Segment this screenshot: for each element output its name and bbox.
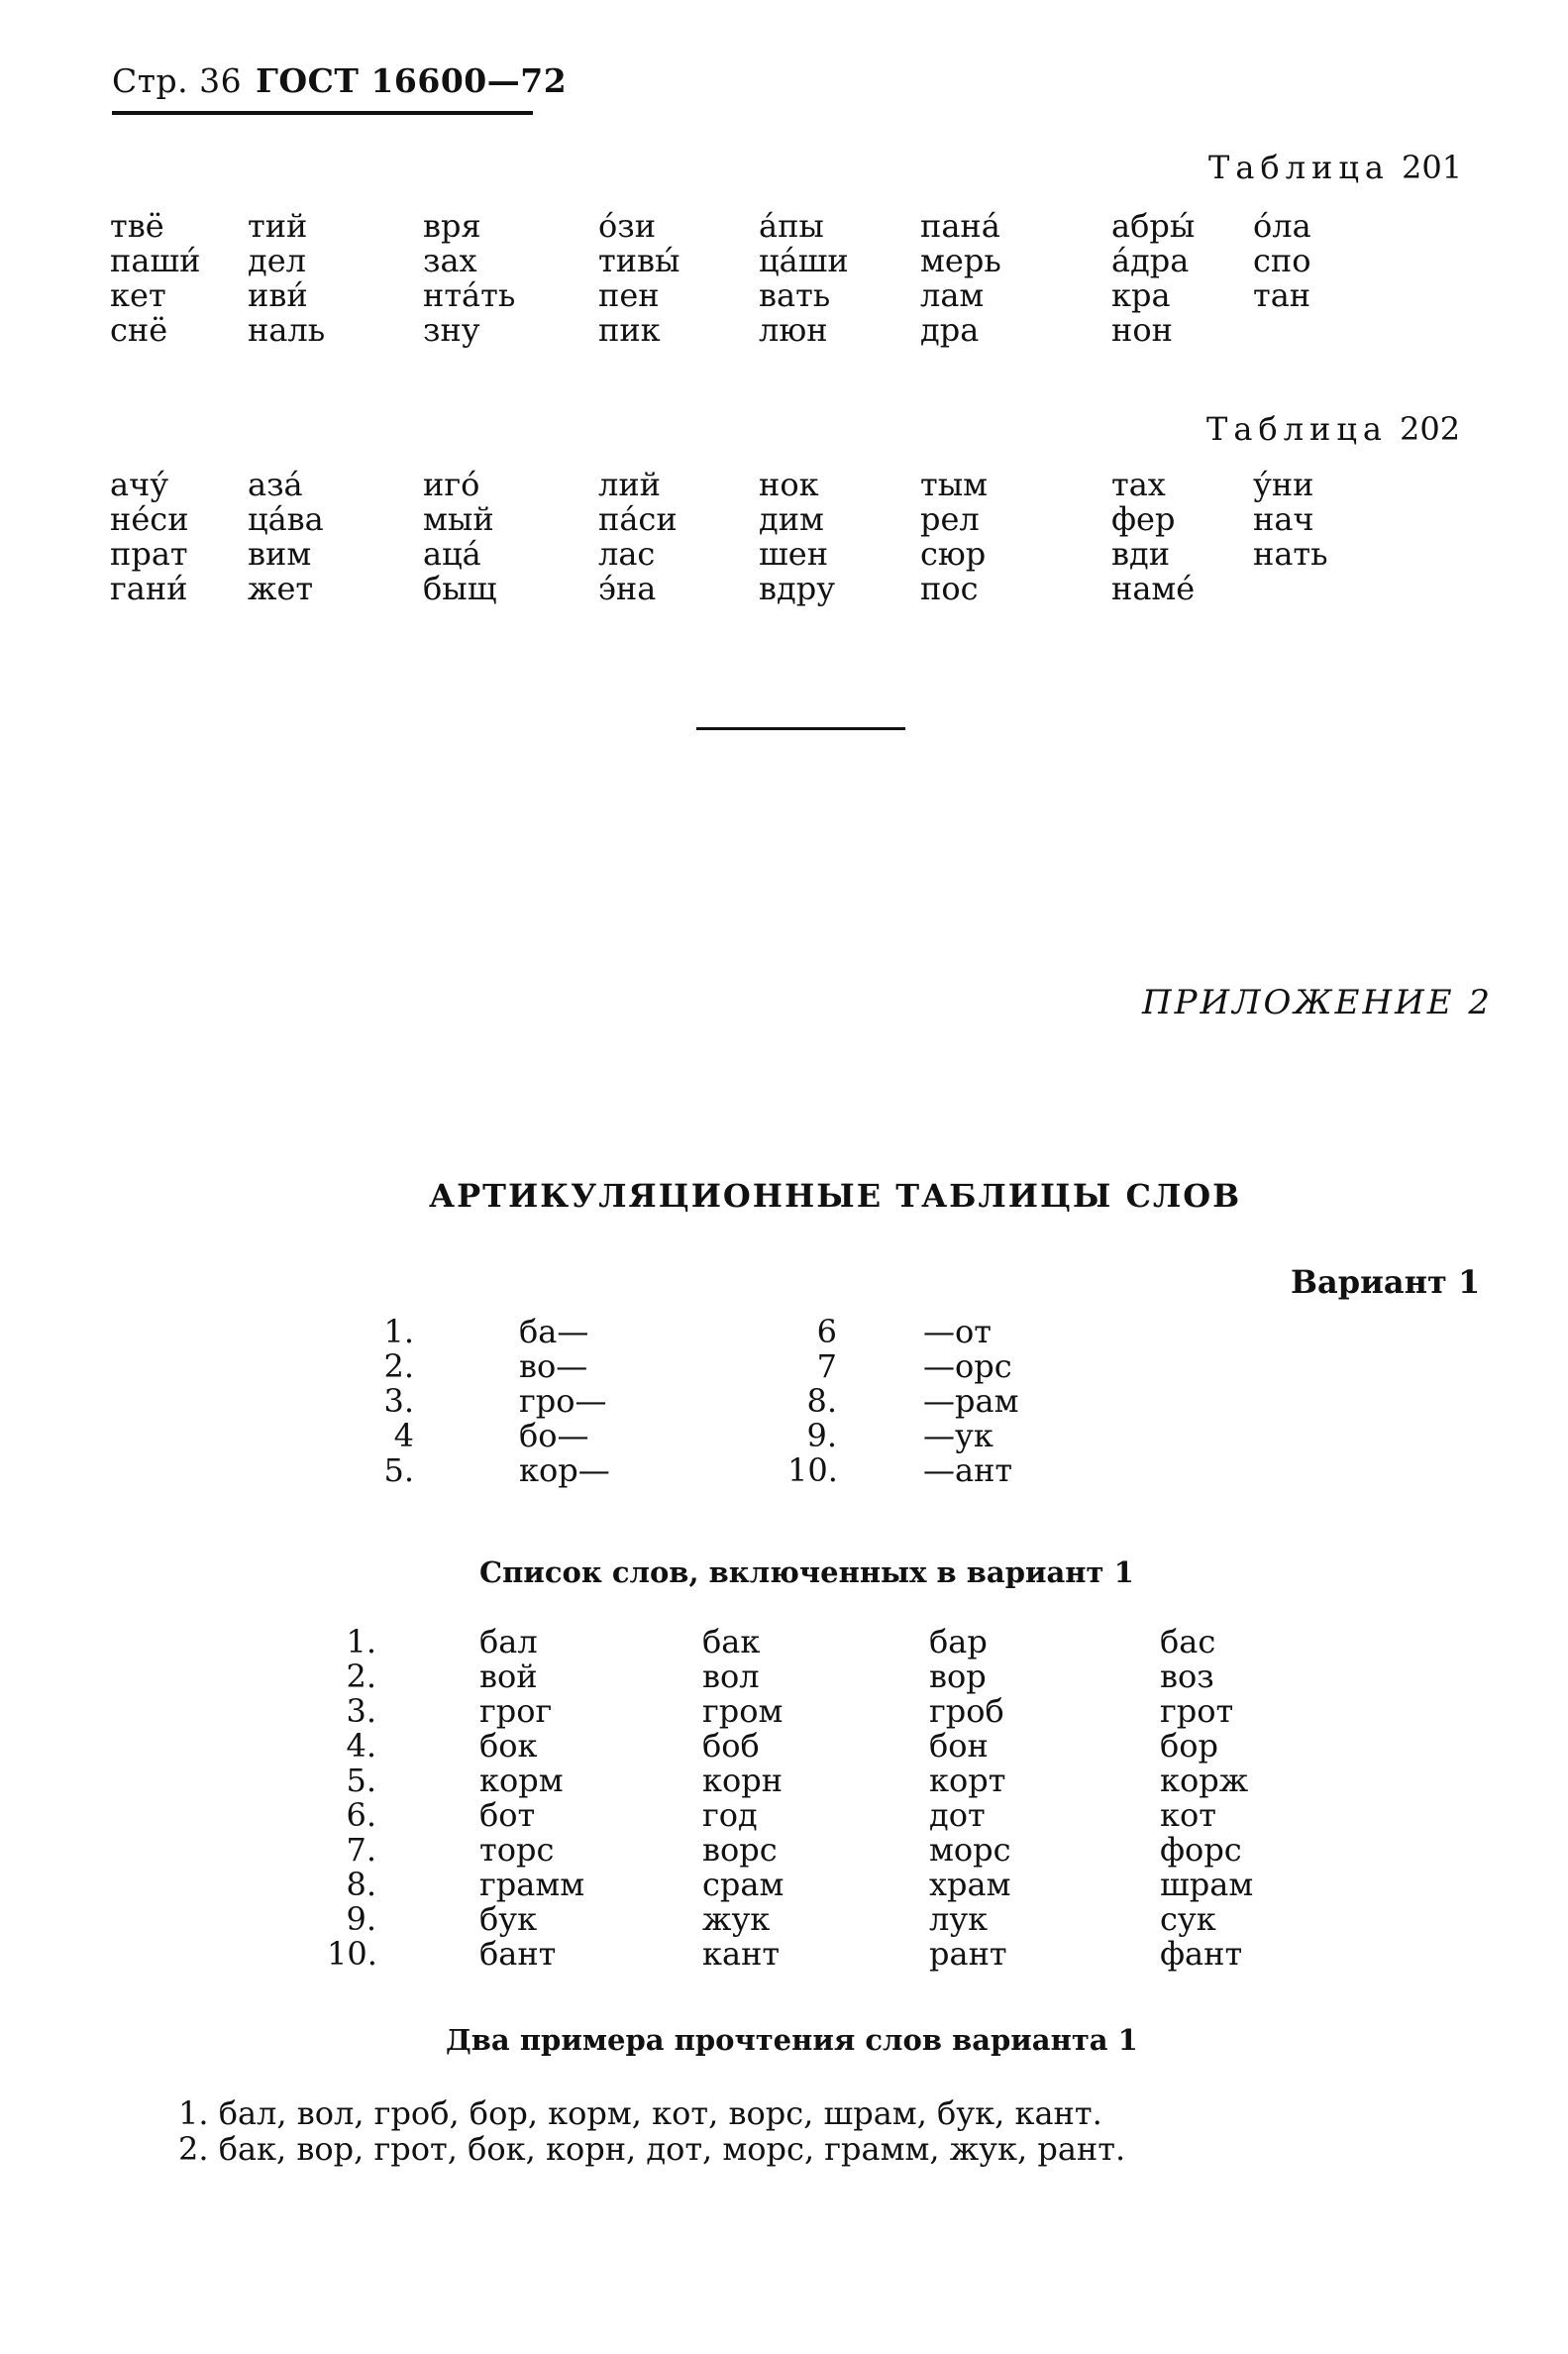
word-row-number: 1.: [346, 1623, 376, 1660]
table-202-cell: пос: [920, 570, 979, 607]
table-201-cell: тан: [1253, 276, 1311, 314]
word-list-item: бал: [479, 1623, 538, 1660]
table-202-cell: нач: [1253, 500, 1314, 538]
table-202-cell: рел: [920, 500, 980, 538]
table-202-caption-word: Таблица: [1206, 410, 1388, 448]
table-201-cell: о́ла: [1253, 207, 1311, 245]
word-list-item: шрам: [1160, 1866, 1254, 1903]
standard-number: ГОСТ 16600—72: [256, 61, 568, 100]
word-list-item: корн: [702, 1762, 784, 1799]
table-202-cell: иго́: [423, 466, 480, 503]
word-row-number: 4.: [346, 1727, 376, 1765]
table-201-cell: кра: [1111, 276, 1171, 314]
fragment-number: 2.: [383, 1347, 414, 1385]
word-list-item: торс: [479, 1831, 555, 1869]
table-202-cell: жет: [248, 570, 314, 607]
table-202-cell: нок: [759, 466, 819, 503]
table-201-cell: твё: [110, 207, 164, 245]
table-201-cell: паши́: [110, 242, 201, 279]
table-201-cell: о́зи: [598, 207, 657, 245]
table-201-cell: кет: [110, 276, 166, 314]
table-201-cell: лам: [920, 276, 985, 314]
page-label: Стр. 36: [112, 61, 243, 100]
fragment-text: ба—: [519, 1313, 589, 1350]
table-202-cell: лий: [598, 466, 661, 503]
table-202-cell: у́ни: [1253, 466, 1314, 503]
table-202-cell: ачу́: [110, 466, 169, 503]
table-202-cell: вди: [1111, 535, 1171, 573]
word-list-item: бак: [702, 1623, 761, 1660]
table-202-cell: вим: [248, 535, 312, 573]
table-201-cell: абры́: [1111, 207, 1196, 245]
fragment-text: —орс: [923, 1347, 1012, 1385]
word-list-item: сук: [1160, 1900, 1216, 1938]
reading-line-2: 2. бак, вор, грот, бок, корн, дот, морс, грамм, жук, рант.: [178, 2130, 1126, 2168]
table-202-cell: э́на: [598, 570, 657, 607]
table-202-cell: наме́: [1111, 570, 1196, 607]
word-list-item: грамм: [479, 1866, 585, 1903]
fragment-number: 10.: [787, 1451, 838, 1489]
fragment-number: 6: [816, 1313, 837, 1350]
word-list-item: кот: [1160, 1796, 1216, 1834]
header-underline: [112, 111, 533, 115]
word-list-item: грог: [479, 1692, 553, 1730]
table-202-cell: мый: [423, 500, 494, 538]
word-row-number: 5.: [346, 1762, 376, 1799]
fragment-number: 4: [393, 1417, 414, 1454]
fragment-text: —ант: [923, 1451, 1013, 1489]
table-202-cell: не́си: [110, 500, 189, 538]
word-list-item: гроб: [929, 1692, 1004, 1730]
word-list-item: форс: [1160, 1831, 1242, 1869]
table-201-cell: люн: [759, 311, 828, 349]
table-202-caption: [1206, 410, 1460, 448]
table-201-cell: пик: [598, 311, 661, 349]
table-202-cell: аза́: [248, 466, 303, 503]
table-202-cell: аца́: [423, 535, 481, 573]
table-202-cell: па́си: [598, 500, 678, 538]
word-list-item: бар: [929, 1623, 988, 1660]
fragment-number: 9.: [806, 1417, 837, 1454]
word-list-item: рант: [929, 1935, 1007, 1973]
word-list-item: бон: [929, 1727, 989, 1765]
word-list-item: жук: [702, 1900, 771, 1938]
table-202-caption-number: 202: [1400, 410, 1461, 448]
table-201-cell: дел: [248, 242, 306, 279]
word-row-number: 9.: [346, 1900, 376, 1938]
table-201-cell: а́дра: [1111, 242, 1190, 279]
fragment-text: —ук: [923, 1417, 993, 1454]
table-201-cell: пен: [598, 276, 660, 314]
word-list-item: бант: [479, 1935, 557, 1973]
table-202-cell: дим: [759, 500, 824, 538]
word-list-item: дот: [929, 1796, 986, 1834]
fragment-text: —от: [923, 1313, 992, 1350]
table-201-cell: ца́ши: [759, 242, 849, 279]
table-201-cell: спо: [1253, 242, 1311, 279]
word-list-item: воз: [1160, 1658, 1214, 1695]
table-201-cell: а́пы: [759, 207, 824, 245]
word-list-item: бас: [1160, 1623, 1216, 1660]
appendix-label: ПРИЛОЖЕНИЕ 2: [1142, 983, 1494, 1022]
word-list-item: лук: [929, 1900, 989, 1938]
table-201-cell: иви́: [248, 276, 308, 314]
word-list-heading: Список слов, включенных в вариант 1: [479, 1555, 1134, 1589]
table-201-cell: вать: [759, 276, 831, 314]
fragment-number: 3.: [383, 1382, 414, 1420]
word-list-item: храм: [929, 1866, 1011, 1903]
word-row-number: 7.: [346, 1831, 376, 1869]
fragment-number: 7: [816, 1347, 837, 1385]
table-202-cell: тах: [1111, 466, 1166, 503]
fragment-text: кор—: [519, 1451, 610, 1489]
table-202-cell: сюр: [920, 535, 987, 573]
variant-label: Вариант 1: [1291, 1263, 1481, 1301]
table-201-cell: наль: [248, 311, 326, 349]
word-list-item: бот: [479, 1796, 536, 1834]
word-list-item: боб: [702, 1727, 760, 1765]
word-row-number: 2.: [346, 1658, 376, 1695]
table-201-cell: нта́ть: [423, 276, 516, 314]
table-201-caption: [1208, 149, 1462, 186]
table-201-cell: снё: [110, 311, 168, 349]
fragment-text: —рам: [923, 1382, 1019, 1420]
word-list-item: грот: [1160, 1692, 1234, 1730]
table-201-cell: зах: [423, 242, 477, 279]
word-list-item: бук: [479, 1900, 538, 1938]
word-row-number: 3.: [346, 1692, 376, 1730]
table-201-cell: пана́: [920, 207, 1000, 245]
word-row-number: 8.: [346, 1866, 376, 1903]
word-list-item: гром: [702, 1692, 784, 1730]
table-202-cell: фер: [1111, 500, 1176, 538]
word-list-item: срам: [702, 1866, 784, 1903]
word-list-item: кант: [702, 1935, 781, 1973]
table-202-cell: вдру: [759, 570, 836, 607]
table-201-cell: тивы́: [598, 242, 680, 279]
section-separator: [696, 727, 905, 730]
word-list-item: корм: [479, 1762, 564, 1799]
word-row-number: 6.: [346, 1796, 376, 1834]
table-201-cell: мерь: [920, 242, 1001, 279]
appendix-title: АРТИКУЛЯЦИОННЫЕ ТАБЛИЦЫ СЛОВ: [429, 1177, 1242, 1215]
table-202-cell: шен: [759, 535, 829, 573]
table-201-caption-number: 201: [1402, 149, 1463, 186]
word-list-item: год: [702, 1796, 758, 1834]
readings-heading: Два примера прочтения слов варианта 1: [446, 2023, 1138, 2057]
word-row-number: 10.: [327, 1935, 377, 1973]
word-list-item: корж: [1160, 1762, 1249, 1799]
fragment-number: 1.: [383, 1313, 414, 1350]
fragment-number: 8.: [806, 1382, 837, 1420]
fragment-number: 5.: [383, 1451, 414, 1489]
fragment-text: бо—: [519, 1417, 589, 1454]
table-202-cell: тым: [920, 466, 989, 503]
table-201-caption-word: Таблица: [1208, 149, 1390, 186]
word-list-item: вор: [929, 1658, 987, 1695]
word-list-item: вой: [479, 1658, 538, 1695]
table-202-cell: быщ: [423, 570, 497, 607]
table-202-cell: гани́: [110, 570, 188, 607]
table-202-cell: нать: [1253, 535, 1328, 573]
fragment-text: гро—: [519, 1382, 607, 1420]
table-202-cell: ца́ва: [248, 500, 324, 538]
word-list-item: фант: [1160, 1935, 1243, 1973]
table-201-cell: зну: [423, 311, 480, 349]
word-list-item: корт: [929, 1762, 1006, 1799]
word-list-item: бок: [479, 1727, 538, 1765]
table-202-cell: прат: [110, 535, 188, 573]
page-header: [112, 61, 567, 100]
fragment-text: во—: [519, 1347, 588, 1385]
table-201-cell: вря: [423, 207, 481, 245]
table-201-cell: тий: [248, 207, 308, 245]
reading-line-1: 1. бал, вол, гроб, бор, корм, кот, ворс, шрам, бук, кант.: [178, 2094, 1102, 2132]
word-list-item: морс: [929, 1831, 1011, 1869]
table-201-cell: нон: [1111, 311, 1173, 349]
word-list-item: вол: [702, 1658, 760, 1695]
table-202-cell: лас: [598, 535, 656, 573]
word-list-item: бор: [1160, 1727, 1219, 1765]
word-list-item: ворс: [702, 1831, 778, 1869]
table-201-cell: дра: [920, 311, 980, 349]
